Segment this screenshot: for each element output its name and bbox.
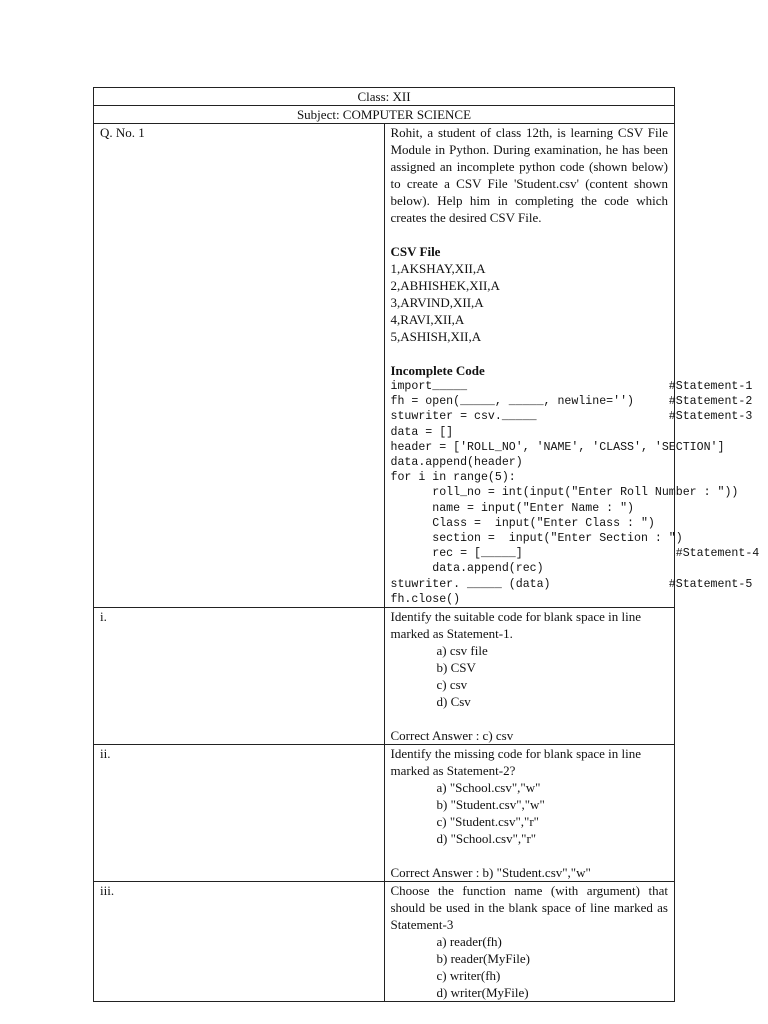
question-row-iii [94, 882, 675, 1002]
option: a) reader(fh) [436, 934, 502, 950]
subject-header: Subject: COMPUTER SCIENCE [94, 106, 675, 124]
code-block [390, 379, 760, 607]
subquestion-number: i. [94, 608, 385, 745]
question-row-i [94, 608, 675, 745]
class-header: Class: XII [94, 88, 675, 106]
question-intro: Rohit, a student of class 12th, is learning CSV File Module in Python. During examination, he has been assigned an incomplete python code (shown below) to create a CSV File 'Student.csv' (content shown below). Help him in completing the code which creates the desired CSV File. [390, 125, 668, 225]
option: a) csv file [436, 643, 488, 659]
option: b) "Student.csv","w" [436, 797, 545, 813]
subquestion-body [384, 882, 675, 1002]
code-line: rec = [_____] #Statement-4 [390, 547, 760, 561]
code-line: import_____ #Statement-1 [390, 380, 753, 393]
correct-answer: Correct Answer : b) "Student.csv","w" [390, 865, 591, 881]
subquestion-text: Choose the function name (with argument) that should be used in the blank space of line marked as Statement-3 [390, 883, 668, 933]
code-line: name = input("Enter Name : ") [390, 501, 635, 515]
option: d) "School.csv","r" [436, 831, 537, 847]
csv-line: 4,RAVI,XII,A [390, 312, 465, 327]
option: b) reader(MyFile) [436, 951, 530, 967]
option: d) Csv [436, 694, 471, 710]
subquestion-number: iii. [94, 882, 385, 1002]
code-line: fh = open(_____, _____, newline='') #Statement-2 [390, 395, 753, 409]
question-body [384, 124, 760, 608]
csv-content [391, 260, 669, 345]
csv-line: 5,ASHISH,XII,A [390, 329, 482, 344]
code-line: data = [] [390, 425, 454, 439]
subquestion-body [384, 608, 675, 745]
code-line: stuwriter = csv._____ #Statement-3 [390, 410, 753, 424]
csv-line: 2,ABHISHEK,XII,A [390, 278, 500, 293]
correct-answer: Correct Answer : c) csv [390, 728, 514, 744]
option: c) writer(fh) [436, 968, 501, 984]
option: b) CSV [436, 660, 476, 676]
code-line: section = input("Enter Section : ") [390, 532, 683, 546]
code-line: data.append(rec) [390, 562, 544, 576]
code-line: Class = input("Enter Class : ") [390, 516, 655, 530]
question-number: Q. No. 1 [94, 124, 385, 608]
code-line: for i in range(5): [390, 471, 516, 485]
code-line: stuwriter. _____ (data) #Statement-5 [390, 577, 753, 591]
question-row-1 [94, 124, 675, 608]
code-line: header = ['ROLL_NO', 'NAME', 'CLASS', 'SECTION'] [390, 440, 725, 454]
subquestion-number: ii. [94, 745, 385, 882]
code-line: fh.close() [390, 592, 461, 606]
option: d) writer(MyFile) [436, 985, 529, 1001]
subquestion-body [384, 745, 675, 882]
code-line: roll_no = int(input("Enter Roll Number : ")) [390, 486, 739, 500]
csv-line: 1,AKSHAY,XII,A [390, 261, 486, 276]
subquestion-text: Identify the suitable code for blank space in line marked as Statement-1. [390, 609, 642, 642]
csv-file-heading: CSV File [390, 244, 441, 259]
question-row-ii [94, 745, 675, 882]
incomplete-code-heading: Incomplete Code [390, 363, 485, 378]
option: a) "School.csv","w" [436, 780, 541, 796]
code-line: data.append(header) [390, 456, 523, 470]
option: c) "Student.csv","r" [436, 814, 539, 830]
subquestion-text: Identify the missing code for blank space in line marked as Statement-2? [390, 746, 642, 779]
option: c) csv [436, 677, 468, 693]
question-sheet-table [93, 87, 760, 1002]
csv-line: 3,ARVIND,XII,A [390, 295, 484, 310]
